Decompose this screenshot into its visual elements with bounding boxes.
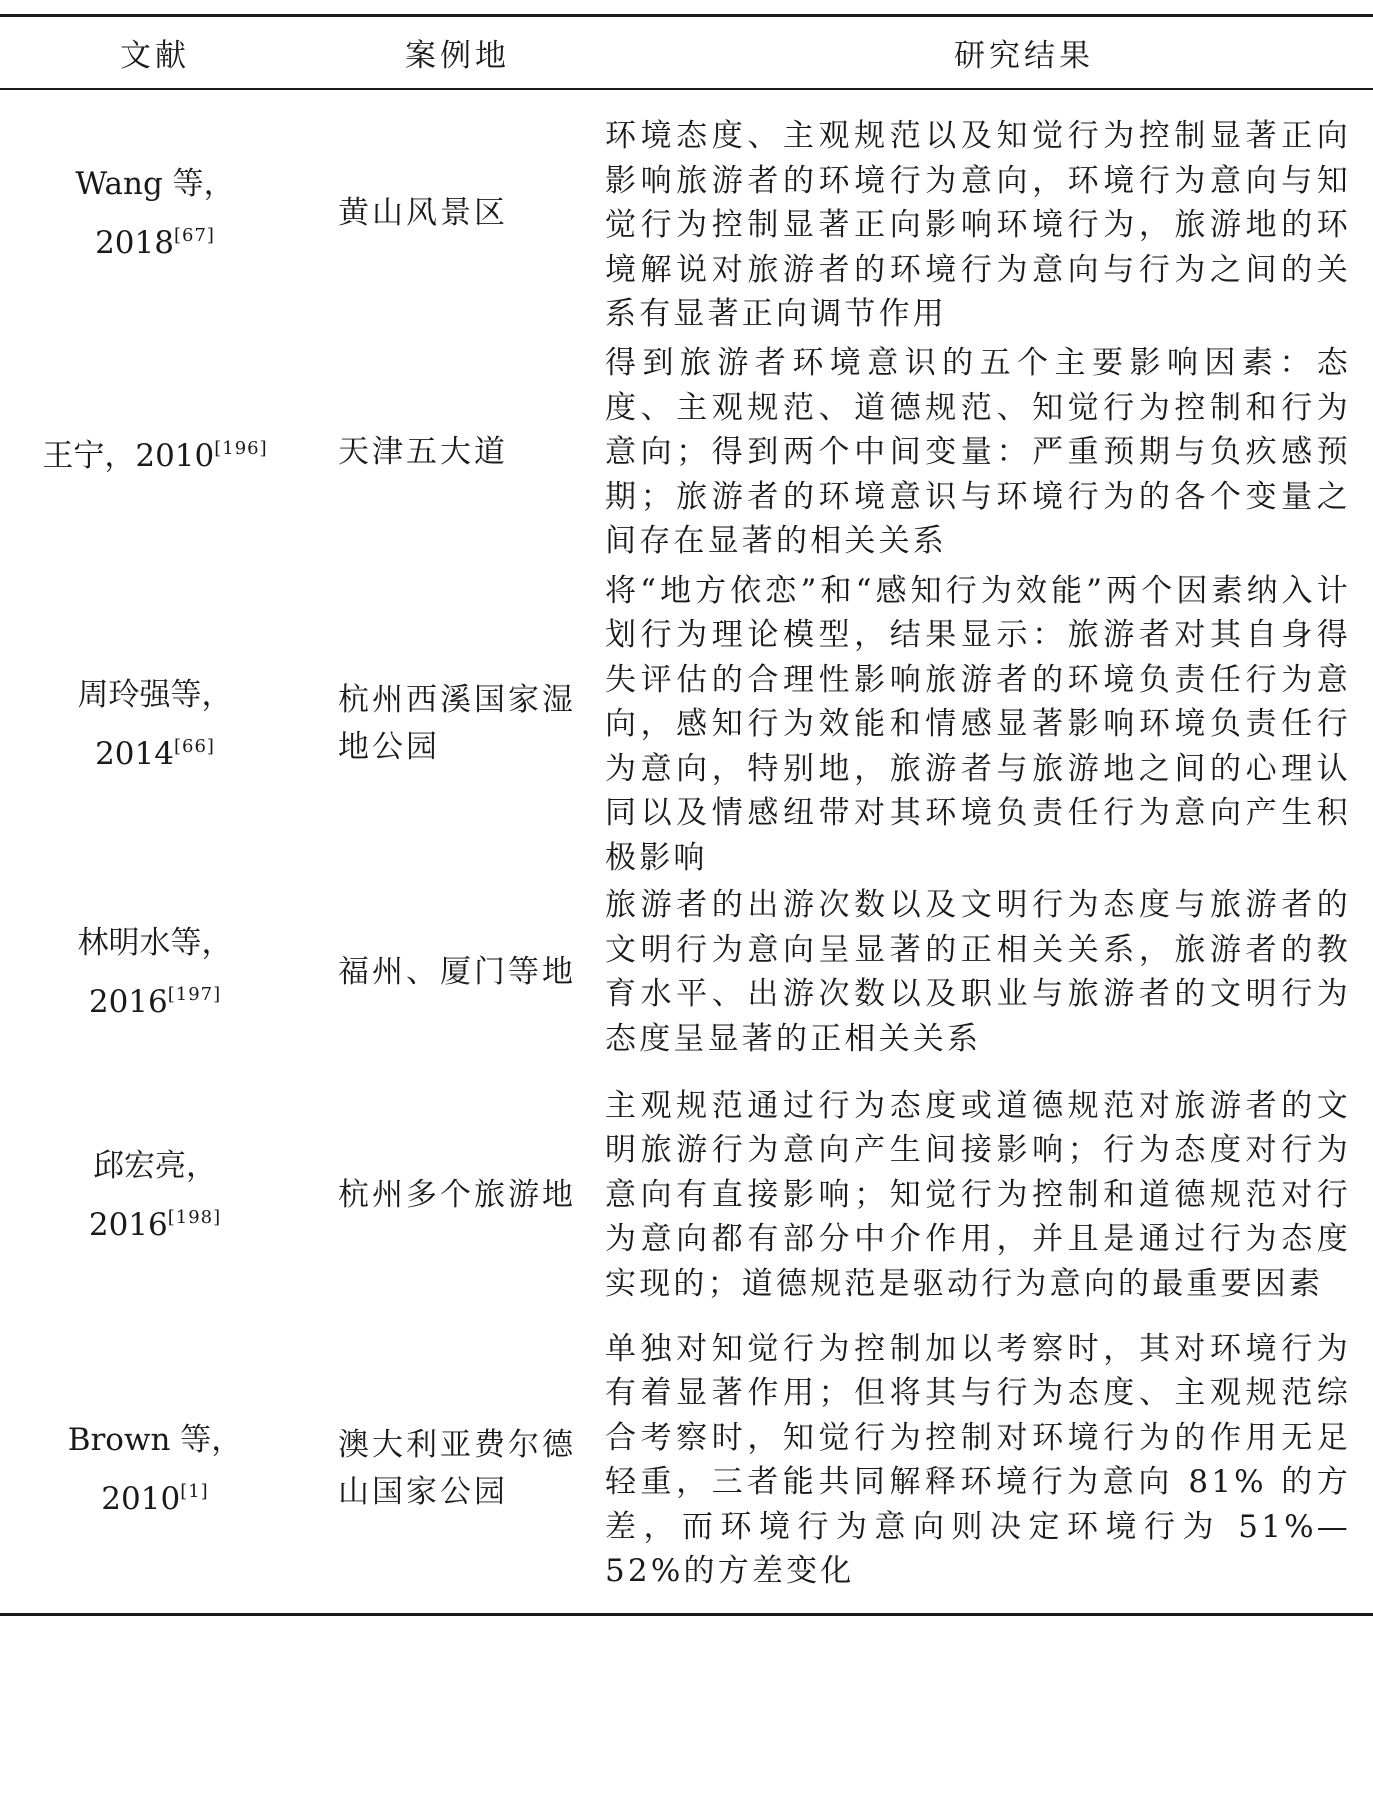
header-case-site: 案例地 [405,38,510,74]
author: 林明水等， [77,924,233,961]
case-site: 天津五大道 [338,434,508,470]
finding-text: 旅游者的出游次数以及文明行为态度与旅游者的文明行为意向呈显著的正相关关系，旅游者的教育水平、出游次数以及职业与旅游者的文明行为态度呈显著的正相关关系 [605,887,1351,1057]
year: 2018 [95,224,174,261]
header-findings: 研究结果 [954,38,1094,74]
year: 2016 [88,1206,168,1243]
citation-number: [1] [180,1480,209,1502]
author: Wang 等， [75,165,235,202]
case-site: 杭州多个旅游地 [338,1176,576,1213]
finding-text: 环境态度、主观规范以及知觉行为控制显著正向影响旅游者的环境行为意向，环境行为意向与知觉行为控制显著正向影响环境行为，旅游地的环境解说对旅游者的环境行为意向与行为之间的关系有显著正向调节作用 [605,118,1351,332]
citation-number: [197] [167,983,222,1005]
case-site: 黄山风景区 [338,194,508,231]
literature-table [0,14,1373,1616]
case-site: 澳大利亚费尔德山国家公园 [338,1427,576,1511]
citation-number: [198] [167,1206,222,1228]
reference-cell [0,880,310,1064]
finding-text: 主观规范通过行为态度或道德规范对旅游者的文明旅游行为意向产生间接影响；行为态度对行为意向有直接影响；知觉行为控制和道德规范对行为意向都有部分中介作用，并且是通过行为态度实现的；道德规范是驱动行为意向的最重要因素 [605,1087,1351,1302]
table-row [0,569,1373,881]
finding-text: 将“地方依恋”和“感知行为效能”两个因素纳入计划行为理论模型，结果显示：旅游者对其自身得失评估的合理性影响旅游者的环境负责任行为意向，感知行为效能和情感显著影响环境负责任行为意向，特别地，旅游者与旅游地之间的心理认同以及情感纽带对其环境负责任行为意向产生积极影响 [605,572,1351,876]
table-row [0,337,1373,569]
author: Brown 等， [67,1421,243,1458]
finding-text: 得到旅游者环境意识的五个主要影响因素：态度、主观规范、道德规范、知觉行为控制和行为意向；得到两个中间变量：严重预期与负疚感预期；旅游者的环境意识与环境行为的各个变量之间存在显著的相关关系 [605,345,1351,560]
citation-number: [67] [173,224,215,246]
reference-cell [0,1064,310,1326]
table-row [0,89,1373,337]
table-row [0,880,1373,1064]
reference-cell [0,337,310,569]
year: 2014 [95,735,174,772]
reference-cell [0,89,310,337]
year: 2016 [88,983,168,1020]
table-row [0,1326,1373,1614]
reference-cell [0,1326,310,1614]
table-header-row [0,16,1373,90]
table-row [0,1064,1373,1326]
author: 邱宏亮， [93,1147,217,1184]
case-site: 杭州西溪国家湿地公园 [338,682,576,766]
case-site: 福州、厦门等地 [338,953,576,990]
finding-text: 单独对知觉行为控制加以考察时，其对环境行为有着显著作用；但将其与行为态度、主观规范综合考察时，知觉行为控制对环境行为的作用无足轻重，三者能共同解释环境行为意向 81% 的方差，而环境行为意向则决定环境行为 51%—52%的方差变化 [605,1330,1351,1590]
author: 王宁，2010 [42,438,215,474]
citation-number: [196] [214,438,268,459]
header-reference: 文献 [120,38,190,74]
reference-cell [0,569,310,881]
year: 2010 [101,1480,181,1517]
citation-number: [66] [173,735,215,757]
author: 周玲强等， [77,676,233,713]
